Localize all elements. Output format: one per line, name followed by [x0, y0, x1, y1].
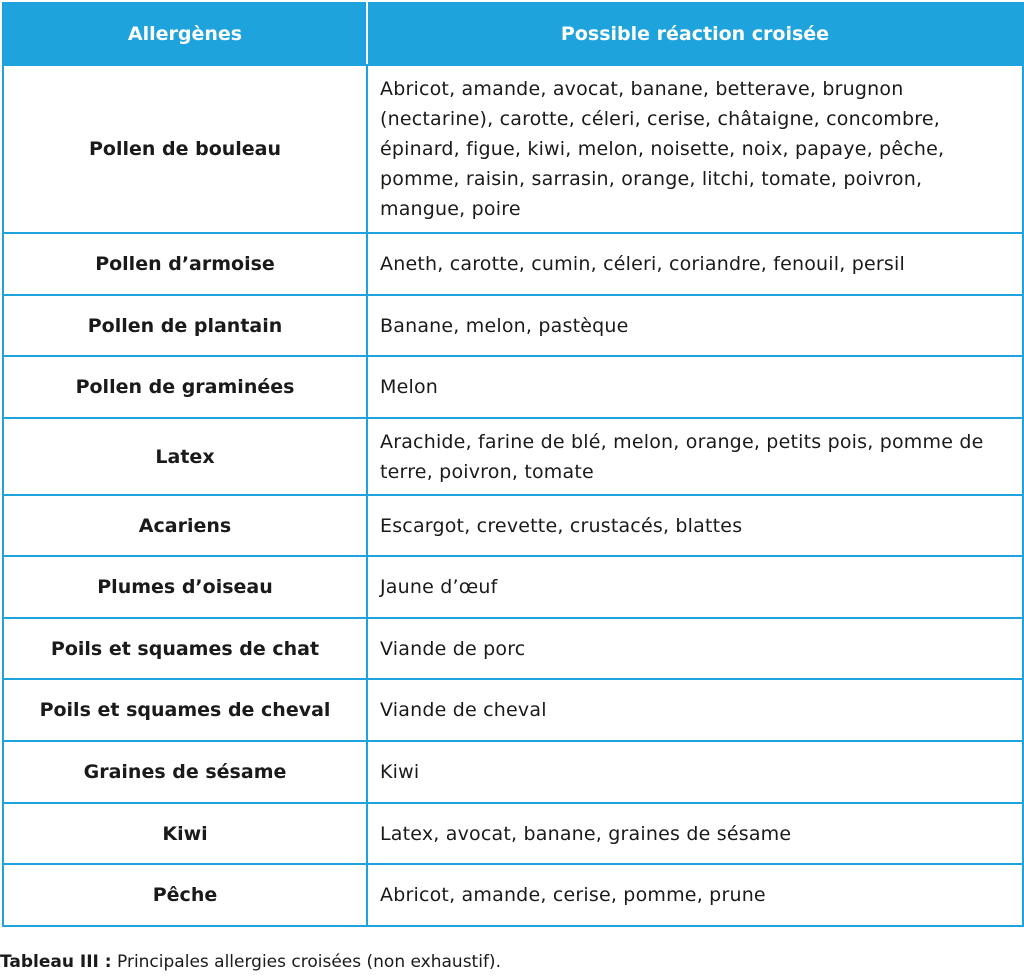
- table-row: [3, 679, 1023, 741]
- allergen-cell: Plumes d’oiseau: [3, 556, 367, 618]
- table-row: [3, 864, 1023, 926]
- reaction-cell: Viande de porc: [367, 618, 1023, 679]
- table-row: [3, 618, 1023, 679]
- reaction-cell: Aneth, carotte, cumin, céleri, coriandre, fenouil, persil: [367, 233, 1023, 295]
- allergen-cell: Pollen de graminées: [3, 356, 367, 418]
- reaction-cell: Abricot, amande, avocat, banane, betterave, brugnon (nectarine), carotte, céleri, cerise, châtaigne, concombre, épinard, figue, kiwi, melon, noisette, noix, papaye, pêche, pomme, raisin, sarrasin, orange, litchi, tomate, poivron, mangue, poire: [367, 65, 1023, 233]
- allergen-cell: Acariens: [3, 495, 367, 556]
- allergen-cell: Pollen d’armoise: [3, 233, 367, 295]
- reaction-cell: Latex, avocat, banane, graines de sésame: [367, 803, 1023, 864]
- header-allergens: Allergènes: [3, 3, 367, 65]
- table-row: [3, 495, 1023, 556]
- table-row: [3, 556, 1023, 618]
- reaction-cell: Arachide, farine de blé, melon, orange, petits pois, pomme de terre, poivron, tomate: [367, 418, 1023, 495]
- table-row: [3, 295, 1023, 356]
- reaction-cell: Melon: [367, 356, 1023, 418]
- table-row: [3, 356, 1023, 418]
- reaction-cell: Kiwi: [367, 741, 1023, 803]
- cross-allergy-table: [2, 2, 1024, 927]
- allergen-cell: Kiwi: [3, 803, 367, 864]
- caption-text: Principales allergies croisées (non exhaustif).: [111, 952, 501, 972]
- table-row: [3, 741, 1023, 803]
- reaction-cell: Escargot, crevette, crustacés, blattes: [367, 495, 1023, 556]
- reaction-cell: Banane, melon, pastèque: [367, 295, 1023, 356]
- allergen-cell: Pollen de plantain: [3, 295, 367, 356]
- reaction-cell: Viande de cheval: [367, 679, 1023, 741]
- allergen-cell: Poils et squames de chat: [3, 618, 367, 679]
- cross-allergy-table-container: [2, 2, 1022, 927]
- reaction-cell: Abricot, amande, cerise, pomme, prune: [367, 864, 1023, 926]
- allergen-cell: Poils et squames de cheval: [3, 679, 367, 741]
- allergen-cell: Pêche: [3, 864, 367, 926]
- table-caption: [0, 951, 501, 973]
- table-row: [3, 418, 1023, 495]
- table-row: [3, 65, 1023, 233]
- table-row: [3, 233, 1023, 295]
- reaction-cell: Jaune d’œuf: [367, 556, 1023, 618]
- allergen-cell: Graines de sésame: [3, 741, 367, 803]
- table-header-row: [3, 3, 1023, 65]
- allergen-cell: Latex: [3, 418, 367, 495]
- header-reaction: Possible réaction croisée: [367, 3, 1023, 65]
- allergen-cell: Pollen de bouleau: [3, 65, 367, 233]
- caption-label: Tableau III :: [0, 952, 112, 972]
- table-row: [3, 803, 1023, 864]
